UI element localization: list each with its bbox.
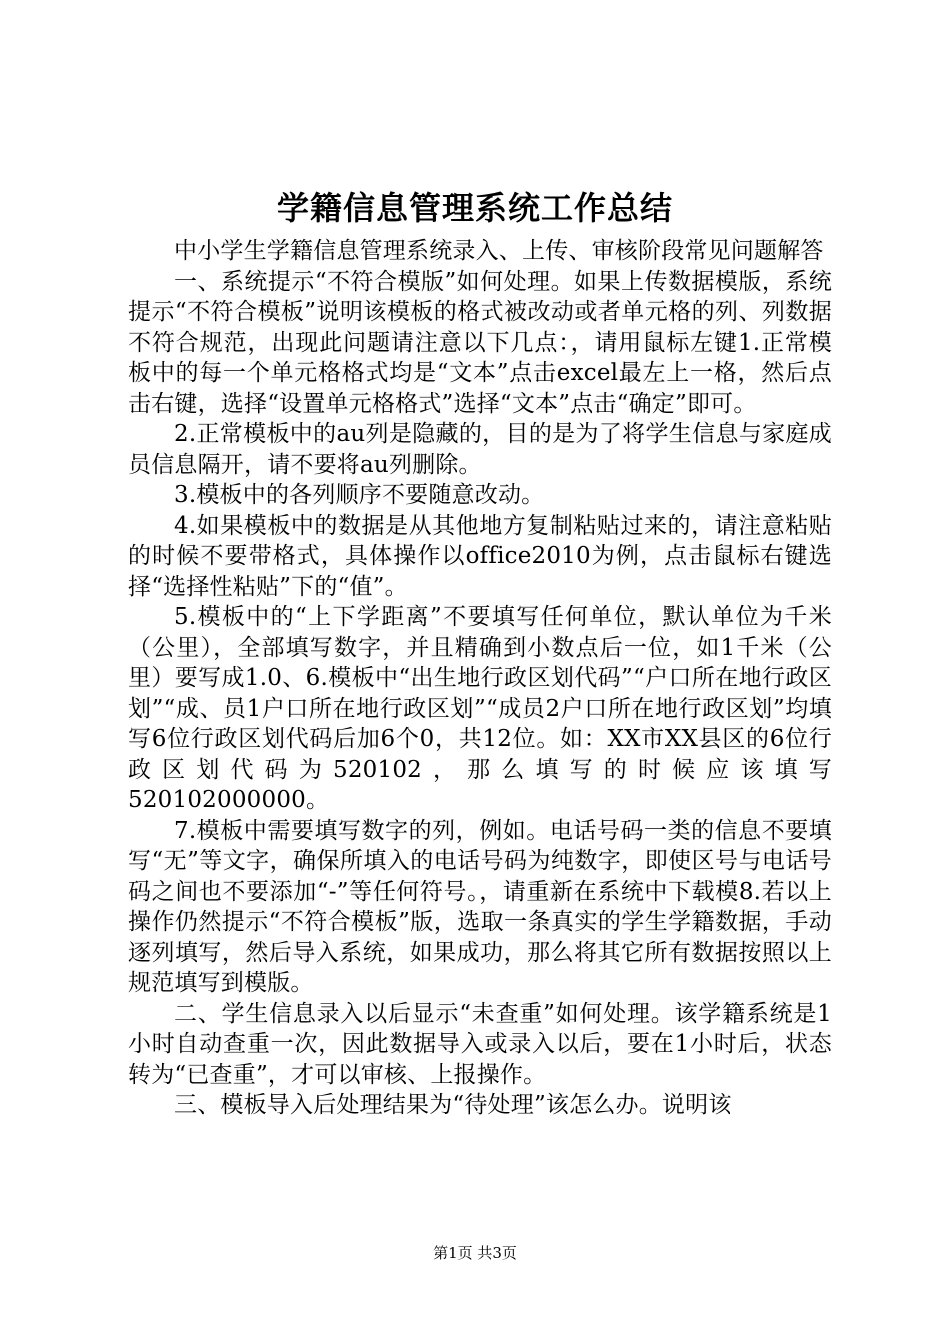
paragraph-section-3: 三、模板导入后处理结果为“待处理”该怎么办。说明该 — [174, 1092, 732, 1118]
paragraph-item-4: 4.如果模板中的数据是从其他地方复制粘贴过来的，请注意粘贴的时候不要带格式，具体操作以office2010为例，点击鼠标右键选择“选择性粘贴”下的“值”。 — [128, 512, 832, 600]
paragraph-section-2: 二、学生信息录入以后显示“未查重”如何处理。该学籍系统是1小时自动查重一次，因此数据导入或录入以后，要在1小时后，状态转为“已查重”，才可以审核、上报操作。 — [128, 1000, 832, 1088]
paragraph-item-3: 3.模板中的各列顺序不要随意改动。 — [174, 482, 545, 508]
paragraph-section-1: 一、系统提示“不符合模版”如何处理。如果上传数据模版，系统提示“不符合模板”说明该模板的格式被改动或者单元格的列、列数据不符合规范，出现此问题请注意以下几点：，请用鼠标左键1.正常模板中的每一个单元格格式均是“文本”点击excel最左上一格，然后点击右键，选择“设置单元格格式”选择“文本”点击“确定”即可。 — [128, 268, 832, 417]
paragraph-item-7-8: 7.模板中需要填写数字的列，例如。电话号码一类的信息不要填写“无”等文字，确保所填入的电话号码为纯数字，即使区号与电话号码之间也不要添加“-”等任何符号。，请重新在系统中下载模8.若以上操作仍然提示“不符合模板”版，选取一条真实的学生学籍数据，手动逐列填写，然后导入系统，如果成功，那么将其它所有数据按照以上规范填写到模版。 — [128, 817, 832, 996]
page-footer: 第1页 共3页 — [433, 1244, 517, 1262]
paragraph-item-2: 2.正常模板中的au列是隐藏的，目的是为了将学生信息与家庭成员信息隔开，请不要将au列删除。 — [128, 421, 832, 478]
document-title: 学籍信息管理系统工作总结 — [276, 189, 673, 227]
paragraph-intro: 中小学生学籍信息管理系统录入、上传、审核阶段常见问题解答 — [174, 238, 824, 264]
document-body — [128, 236, 832, 1121]
paragraph-item-5-6: 5.模板中的“上下学距离”不要填写任何单位，默认单位为千米（公里），全部填写数字，并且精确到小数点后一位，如1千米（公里）要写成1.0、6.模板中“出生地行政区划代码”“户口所在地行政区划”“成、员1户口所在地行政区划”“成员2户口所在地行政区划”均填写6位行政区划代码后加6个0，共12位。如：XX市XX县区的6位行政区划代码为520102，那么填写的时候应该填写520102000000。 — [128, 604, 832, 813]
